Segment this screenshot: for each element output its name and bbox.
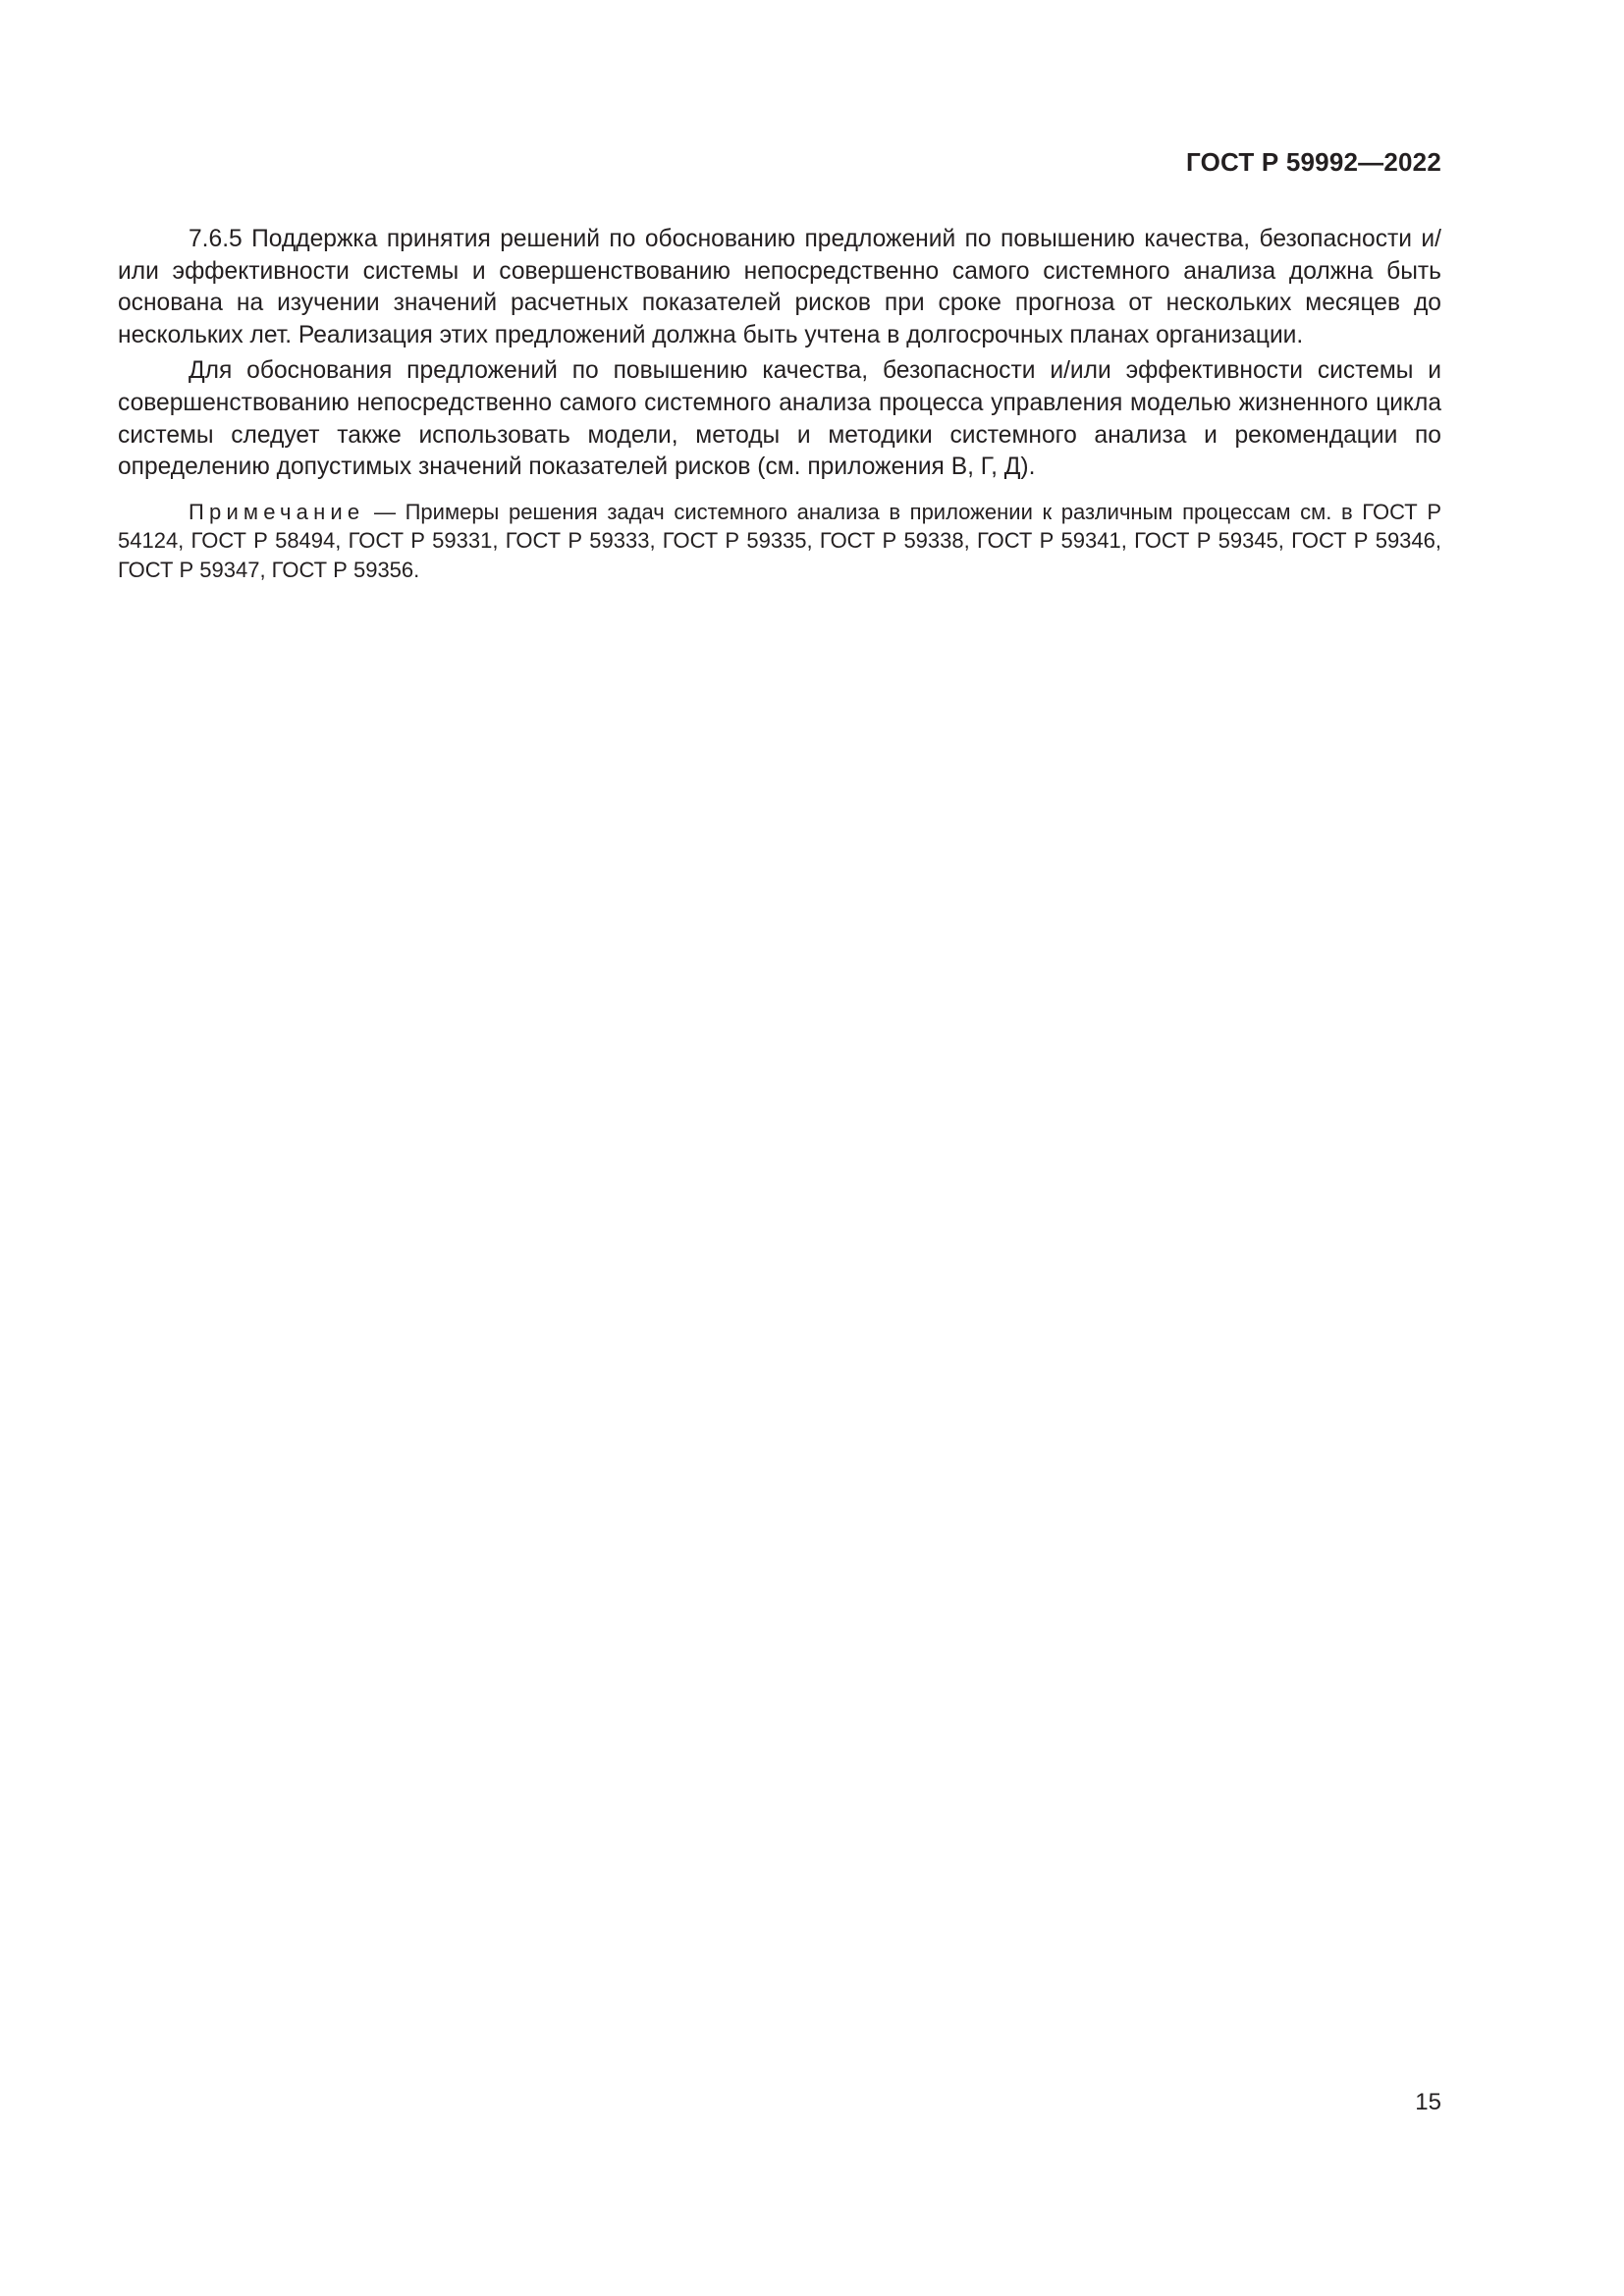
document-body [118,224,1441,584]
paragraph-7-6-5: 7.6.5 Поддержка принятия решений по обоснованию предложений по повышению качества, безопасности и/или эффективности системы и совершенствованию непосредственно самого системного анализа должна быть основана на изучении значений расчетных показателей рисков при сроке прогноза от нескольких месяцев до нескольких лет. Реализация этих предложений должна быть учтена в долгосрочных планах организации. [118,226,1441,348]
note-text: — Примеры решения задач системного анализа в приложении к различным процессам см. в ГОСТ Р 54124, ГОСТ Р 58494, ГОСТ Р 59331, ГОСТ Р 59333, ГОСТ Р 59335, ГОСТ Р 59338, ГОСТ Р 59341, ГОСТ Р 59345, ГОСТ Р 59346, ГОСТ Р 59347, ГОСТ Р 59356. [118,499,1441,582]
note [118,498,1441,585]
paragraph-justification: Для обоснования предложений по повышению качества, безопасности и/или эффективности системы и совершенствованию непосредственно самого системного анализа процесса управления моделью жизненного цикла системы следует также использовать модели, методы и методики системного анализа и рекомендации по определению допустимых значений показателей рисков (см. приложения В, Г, Д). [118,357,1441,481]
document-code: ГОСТ Р 59992—2022 [1186,147,1441,177]
note-label: Примечание [189,499,365,524]
page-number: 15 [1415,2089,1441,2115]
